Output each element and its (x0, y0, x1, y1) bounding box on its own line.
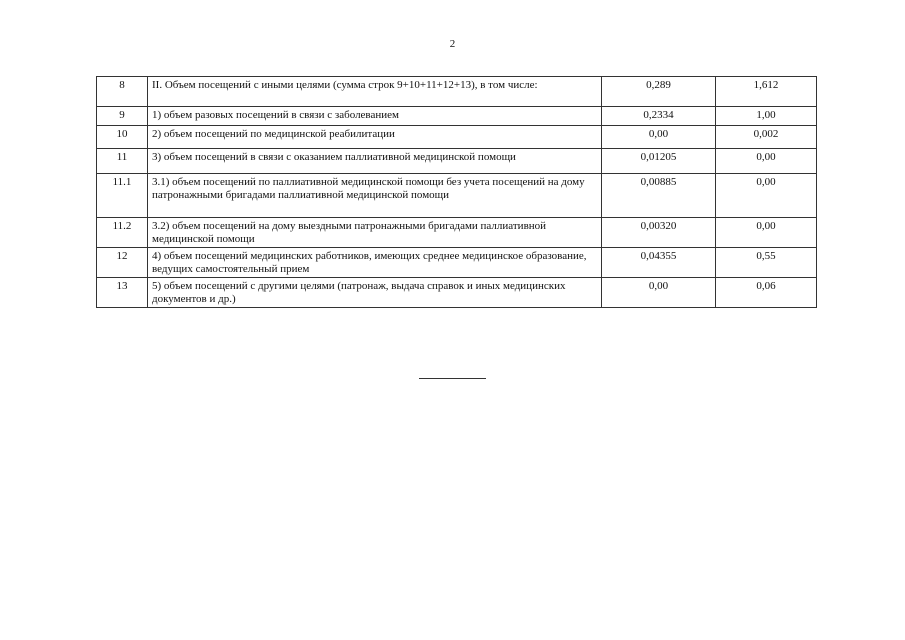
table-row (97, 278, 817, 308)
row-value-2: 0,00 (716, 149, 817, 174)
row-description: 1) объем разовых посещений в связи с заболеванием (148, 107, 602, 126)
row-number: 11 (97, 149, 148, 174)
row-value-1: 0,04355 (602, 248, 716, 278)
row-number: 11.2 (97, 218, 148, 248)
row-description: 5) объем посещений с другими целями (патронаж, выдача справок и иных медицинских документов и др.) (148, 278, 602, 308)
row-value-1: 0,2334 (602, 107, 716, 126)
table-row (97, 149, 817, 174)
row-number: 10 (97, 126, 148, 149)
table-row (97, 126, 817, 149)
row-description: II. Объем посещений с иными целями (сумма строк 9+10+11+12+13), в том числе: (148, 77, 602, 107)
row-value-2: 0,55 (716, 248, 817, 278)
row-description: 2) объем посещений по медицинской реабилитации (148, 126, 602, 149)
table-row (97, 107, 817, 126)
visits-table (96, 76, 817, 308)
row-number: 9 (97, 107, 148, 126)
row-value-2: 0,00 (716, 174, 817, 218)
row-value-1: 0,289 (602, 77, 716, 107)
row-description: 3) объем посещений в связи с оказанием паллиативной медицинской помощи (148, 149, 602, 174)
page-number: 2 (449, 38, 456, 50)
row-number: 12 (97, 248, 148, 278)
table-row (97, 174, 817, 218)
row-value-2: 0,06 (716, 278, 817, 308)
row-value-2: 0,002 (716, 126, 817, 149)
row-description: 4) объем посещений медицинских работников, имеющих среднее медицинское образование, ведущих самостоятельный прием (148, 248, 602, 278)
row-description: 3.1) объем посещений по паллиативной медицинской помощи без учета посещений на дому патронажными бригадами паллиативной медицинской помощи (148, 174, 602, 218)
row-value-1: 0,00320 (602, 218, 716, 248)
row-number: 8 (97, 77, 148, 107)
row-value-1: 0,00 (602, 126, 716, 149)
table-row (97, 248, 817, 278)
row-description: 3.2) объем посещений на дому выездными патронажными бригадами паллиативной медицинской помощи (148, 218, 602, 248)
row-value-1: 0,01205 (602, 149, 716, 174)
end-of-document-rule (419, 378, 486, 379)
row-number: 13 (97, 278, 148, 308)
table-row (97, 218, 817, 248)
row-value-2: 1,612 (716, 77, 817, 107)
row-value-2: 0,00 (716, 218, 817, 248)
row-value-2: 1,00 (716, 107, 817, 126)
table-row (97, 77, 817, 107)
row-value-1: 0,00 (602, 278, 716, 308)
row-number: 11.1 (97, 174, 148, 218)
row-value-1: 0,00885 (602, 174, 716, 218)
